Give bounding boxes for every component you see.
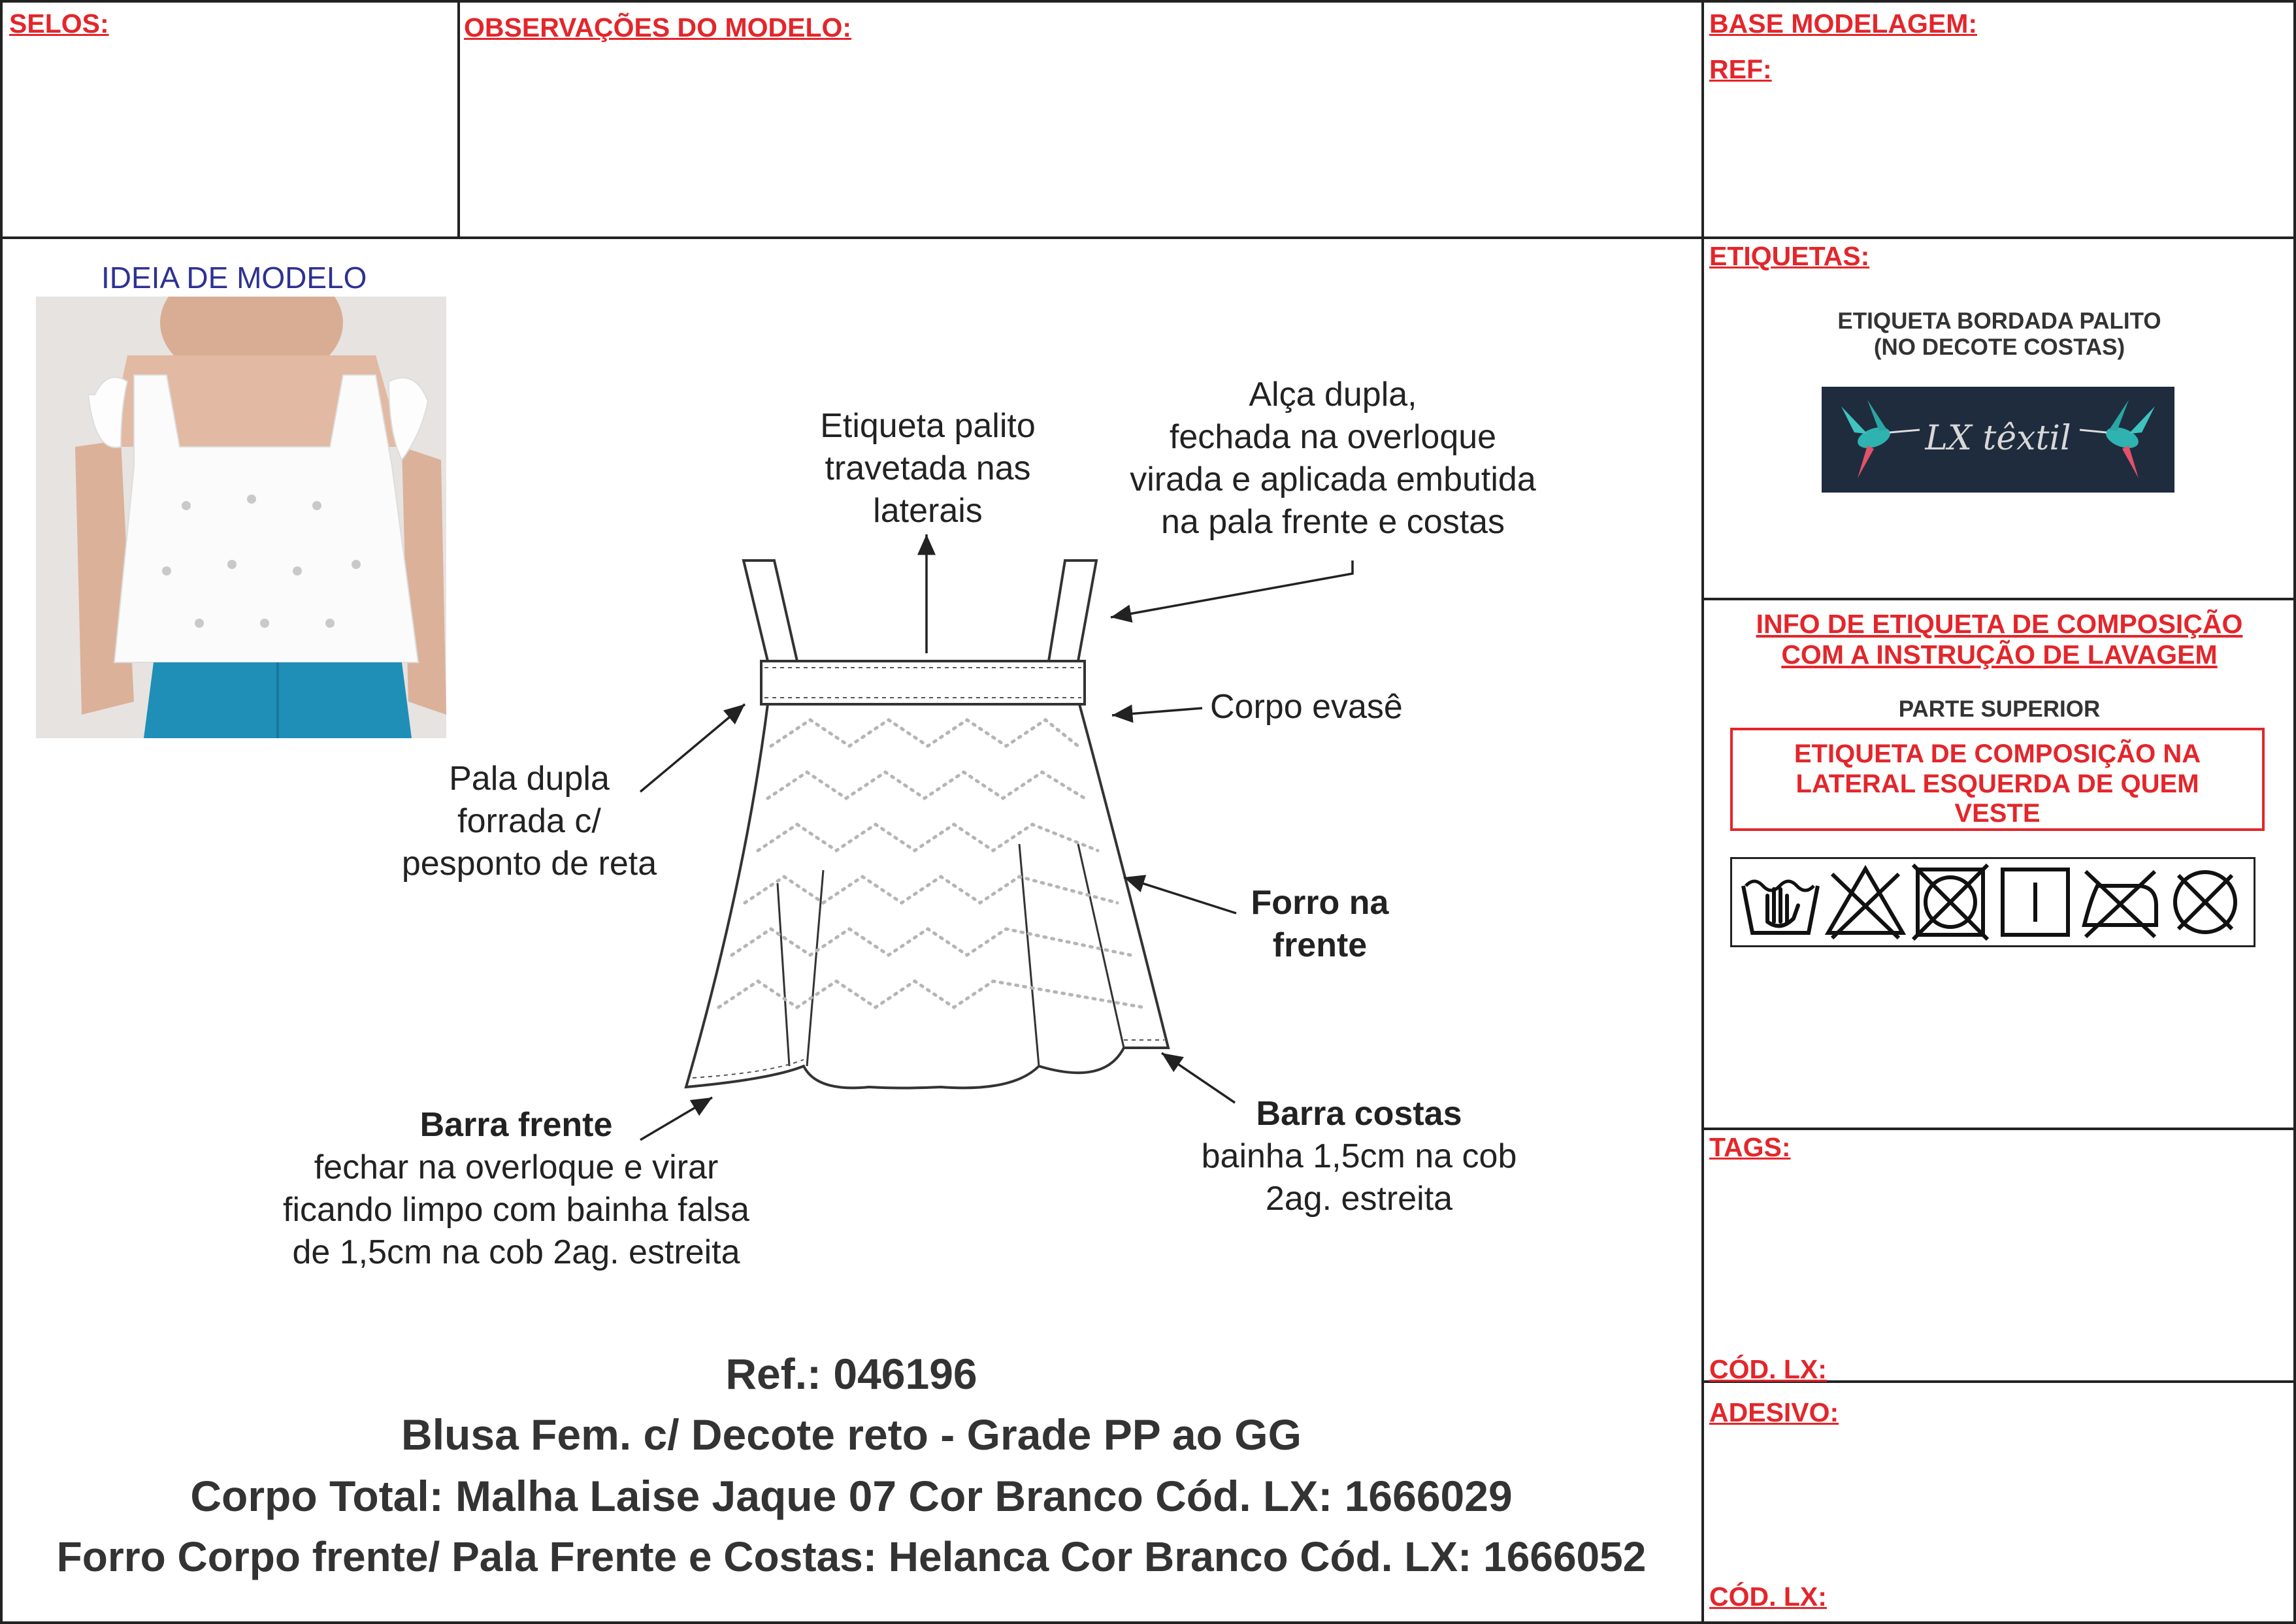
label-title: ETIQUETA BORDADA PALITO (NO DECOTE COSTAS) xyxy=(1837,308,2161,360)
garment-sketch xyxy=(673,557,1392,1099)
adesivo-header: ADESIVO: xyxy=(1709,1397,1839,1427)
annotation-barra-costas: Barra costas bainha 1,5cm na cob 2ag. estreita xyxy=(1201,1095,1517,1218)
annotation-alca: Alça dupla, fechada na overloque virada e aplicada embutida na pala frente e costas xyxy=(1130,376,1536,541)
tags-header: TAGS: xyxy=(1709,1132,1791,1162)
product-ref: Ref.: 046196 xyxy=(725,1350,977,1398)
cod-lx-header-2: CÓD. LX: xyxy=(1709,1582,1827,1612)
no-bleach-icon xyxy=(1823,860,1908,945)
product-fabric: Corpo Total: Malha Laise Jaque 07 Cor Branco Cód. LX: 1666029 xyxy=(190,1472,1513,1520)
observacoes-header: OBSERVAÇÕES DO MODELO: xyxy=(464,12,852,42)
composition-part: PARTE SUPERIOR xyxy=(1898,696,2101,722)
model-photo xyxy=(36,297,446,738)
model-idea-title: IDEIA DE MODELO xyxy=(101,261,367,295)
no-tumble-dry-icon xyxy=(1908,860,1993,945)
hand-wash-icon xyxy=(1738,860,1823,945)
composition-title: INFO DE ETIQUETA DE COMPOSIÇÃO COM A INSTRUÇÃO DE LAVAGEM xyxy=(1756,609,2243,670)
product-name: Blusa Fem. c/ Decote reto - Grade PP ao GG xyxy=(401,1410,1302,1459)
annotation-etiqueta: Etiqueta palito travetada nas laterais xyxy=(820,407,1036,530)
composition-box-text: ETIQUETA DE COMPOSIÇÃO NA LATERAL ESQUERDA DE QUEM VESTE xyxy=(1794,739,2201,828)
annotation-forro: Forro na frente xyxy=(1251,884,1389,964)
ref-header: REF: xyxy=(1709,54,1772,84)
base-modelagem-header: BASE MODELAGEM: xyxy=(1709,8,1977,39)
annotation-corpo: Corpo evasê xyxy=(1210,688,1403,726)
line-dry-icon xyxy=(1993,860,2078,945)
product-lining: Forro Corpo frente/ Pala Frente e Costas: Helanca Cor Branco Cód. LX: 1666052 xyxy=(56,1533,1647,1580)
etiquetas-header: ETIQUETAS: xyxy=(1709,241,1870,271)
no-dry-clean-icon xyxy=(2163,860,2248,945)
cod-lx-header: CÓD. LX: xyxy=(1709,1354,1827,1384)
annotation-pala: Pala dupla forrada c/ pesponto de reta xyxy=(401,760,657,883)
selos-header: SELOS: xyxy=(9,8,109,39)
brand-label-text: LX têxtil xyxy=(1925,419,2071,458)
annotation-barra-frente: Barra frente fechar na overloque e virar ficando limpo com bainha falsa de 1,5cm na cob 2ag. estreita xyxy=(283,1106,749,1271)
no-iron-icon xyxy=(2078,860,2163,945)
